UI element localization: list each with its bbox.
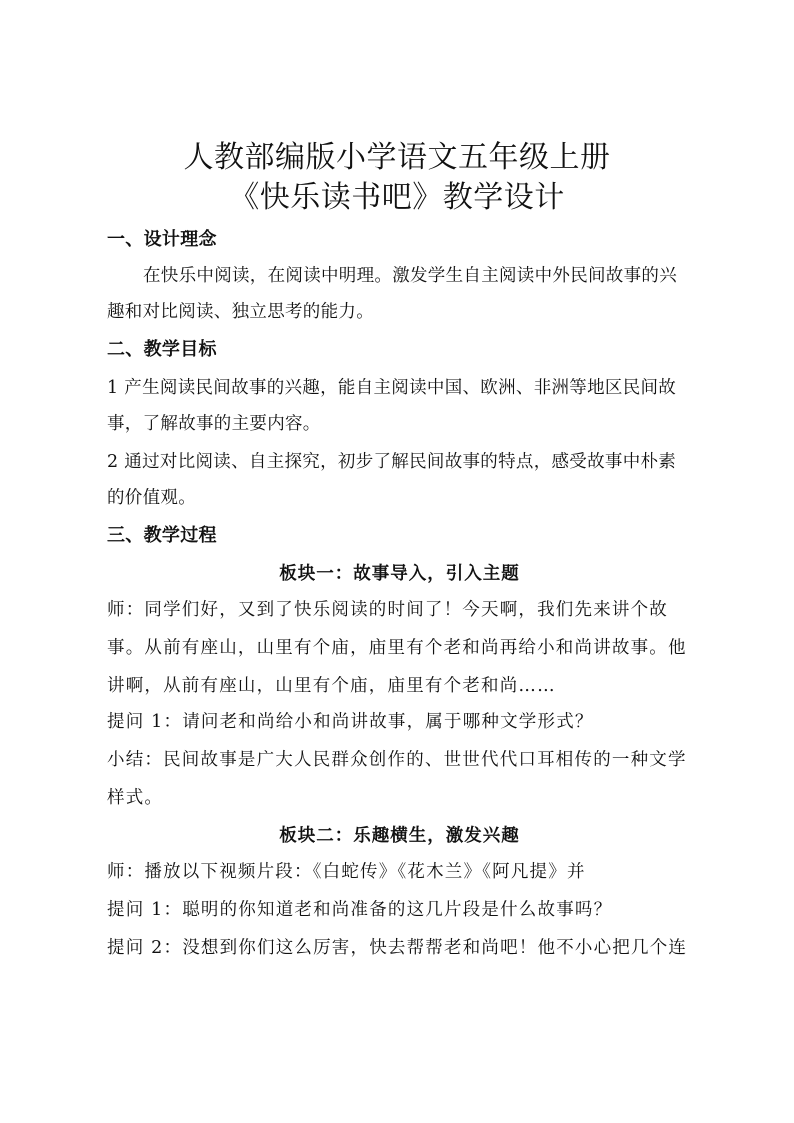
paragraph-line: 趣和对比阅读、独立思考的能力。 [107, 302, 374, 322]
block-heading-2: 板块二：乐趣横生，激发兴趣 [279, 826, 520, 846]
paragraph-line: 讲啊，从前有座山，山里有个庙，庙里有个老和尚…… [107, 676, 556, 696]
paragraph-line: 事，了解故事的主要内容。 [107, 414, 321, 434]
paragraph-line: 小结：民间故事是广大人民群众创作的、世世代代口耳相传的一种文学 [107, 750, 687, 770]
paragraph-line: 提问 1：聪明的你知道老和尚准备的这几片段是什么故事吗？ [107, 900, 613, 920]
paragraph-line: 在快乐中阅读，在阅读中明理。激发学生自主阅读中外民间故事的兴 [143, 266, 677, 286]
document-title-line-2: 《快乐读书吧》教学设计 [229, 180, 565, 215]
document-title-line-1: 人教部编版小学语文五年级上册 [183, 140, 611, 175]
paragraph-line: 1 产生阅读民间故事的兴趣，能自主阅读中国、欧洲、非洲等地区民间故 [107, 378, 677, 398]
paragraph-line: 事。从前有座山，山里有个庙，庙里有个老和尚再给小和尚讲故事。他 [107, 638, 687, 658]
paragraph-line: 的价值观。 [107, 488, 196, 508]
section-heading-teaching-process: 三、教学过程 [107, 525, 217, 546]
section-heading-design-concept: 一、设计理念 [107, 229, 217, 250]
paragraph-line: 2 通过对比阅读、自主探究，初步了解民间故事的特点，感受故事中朴素 [107, 452, 677, 472]
paragraph-line: 提问 2：没想到你们这么厉害，快去帮帮老和尚吧！他不小心把几个连 [107, 938, 688, 958]
paragraph-line: 师：播放以下视频片段：《白蛇传》《花木兰》《阿凡提》并 [107, 862, 586, 882]
section-heading-teaching-goals: 二、教学目标 [107, 339, 217, 360]
paragraph-line: 提问 1：请问老和尚给小和尚讲故事，属于哪种文学形式？ [107, 712, 594, 732]
paragraph-line: 样式。 [107, 788, 164, 808]
paragraph-line: 师：同学们好，又到了快乐阅读的时间了！今天啊，我们先来讲个故 [107, 600, 668, 620]
block-heading-1: 板块一：故事导入，引入主题 [279, 564, 520, 584]
